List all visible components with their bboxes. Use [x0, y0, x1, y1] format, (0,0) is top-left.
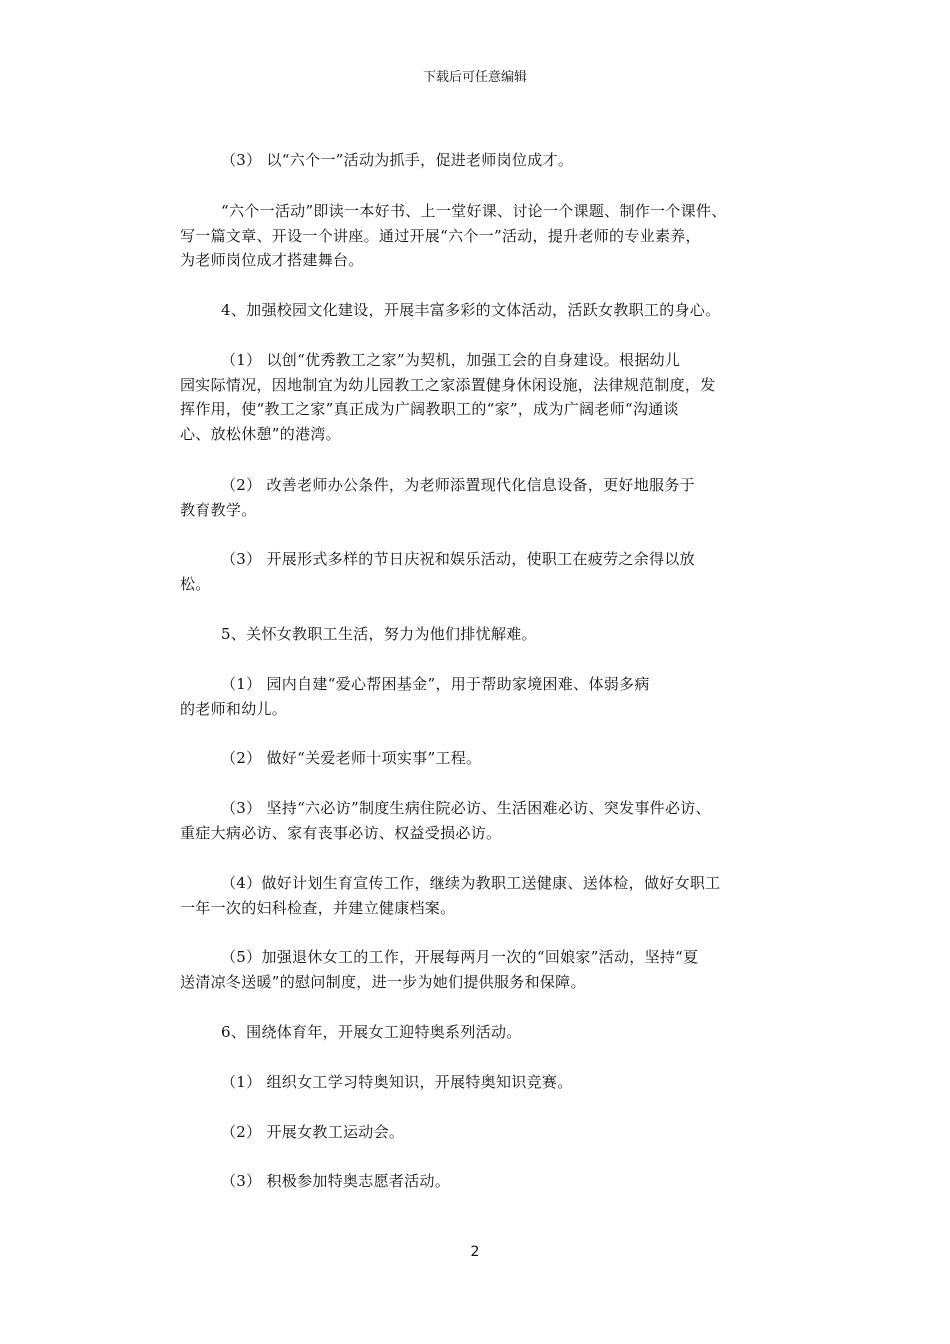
- paragraph: [180, 1169, 780, 1194]
- text-line: （1） 园内自建“爱心帮困基金”，用于帮助家境困难、体弱多病: [221, 675, 650, 693]
- text-line: 的老师和幼儿。: [180, 699, 288, 718]
- text-line: （3） 以“六个一”活动为抓手，促进老师岗位成才。: [221, 151, 574, 169]
- paragraph: [180, 746, 780, 771]
- paragraph: [180, 473, 780, 522]
- paragraph: [180, 199, 780, 273]
- text-line: （3） 积极参加特奥志愿者活动。: [221, 1172, 451, 1190]
- text-line: 6、围绕体育年，开展女工迎特奥系列活动。: [221, 1023, 522, 1041]
- paragraph: [180, 148, 780, 173]
- text-line: 一年一次的妇科检查，并建立健康档案。: [180, 898, 456, 917]
- paragraph: [180, 547, 780, 596]
- paragraph: [180, 622, 780, 647]
- text-line: （1） 以创“优秀教工之家”为契机，加强工会的自身建设。根据幼儿: [221, 351, 681, 369]
- text-line: 重症大病必访、家有丧事必访、权益受损必访。: [180, 823, 502, 842]
- paragraph: [180, 945, 780, 994]
- text-line: 写一篇文章、开设一个讲座。通过开展“六个一”活动，提升老师的专业素养，: [180, 226, 701, 245]
- text-line: 挥作用，使“教工之家”真正成为广阔教职工的“家”，成为广阔老师“沟通谈: [180, 400, 679, 418]
- text-line: “六个一活动”即读一本好书、上一堂好课、讨论一个课题、制作一个课件、: [221, 202, 727, 220]
- paragraph: [180, 298, 780, 323]
- text-line: （2） 做好“关爱老师十项实事”工程。: [221, 749, 482, 767]
- text-line: 松。: [180, 574, 211, 593]
- paragraph: [180, 348, 780, 446]
- paragraph: [180, 672, 780, 721]
- text-line: （5）加强退休女工的工作，开展每两月一次的“回娘家”活动，坚持“夏: [221, 948, 699, 966]
- text-line: 为老师岗位成才搭建舞台。: [180, 251, 364, 269]
- page-number: 2: [470, 1244, 480, 1260]
- text-line: 心、放松休憩”的港湾。: [180, 424, 341, 443]
- text-line: 4、加强校园文化建设，开展丰富多彩的文体活动，活跃女教职工的身心。: [221, 301, 721, 319]
- text-line: （2） 开展女教工运动会。: [221, 1123, 405, 1141]
- paragraph: [180, 1120, 780, 1145]
- text-line: 送清凉冬送暖”的慰问制度，进一步为她们提供服务和保障。: [180, 972, 586, 991]
- text-line: （1） 组织女工学习特奥知识，开展特奥知识竞赛。: [221, 1073, 573, 1091]
- paragraph: [180, 1070, 780, 1095]
- page-header: 下载后可任意编辑: [422, 70, 527, 85]
- text-line: （3） 开展形式多样的节日庆祝和娱乐活动，使职工在疲劳之余得以放: [221, 550, 695, 568]
- text-line: 教育教学。: [180, 500, 257, 519]
- paragraph: [180, 1020, 780, 1045]
- text-line: （3） 坚持“六必访”制度生病住院必访、生活困难必访、突发事件必访、: [221, 799, 711, 817]
- paragraph: [180, 871, 780, 920]
- text-line: （4）做好计划生育宣传工作，继续为教职工送健康、送体检，做好女职工: [221, 874, 721, 892]
- paragraph: [180, 796, 780, 845]
- text-line: （2） 改善老师办公条件，为老师添置现代化信息设备，更好地服务于: [221, 476, 695, 494]
- text-line: 5、关怀女教职工生活，努力为他们排忧解难。: [221, 625, 537, 643]
- text-line: 园实际情况，因地制宜为幼儿园教工之家添置健身休闲设施，法律规范制度，发: [180, 375, 716, 394]
